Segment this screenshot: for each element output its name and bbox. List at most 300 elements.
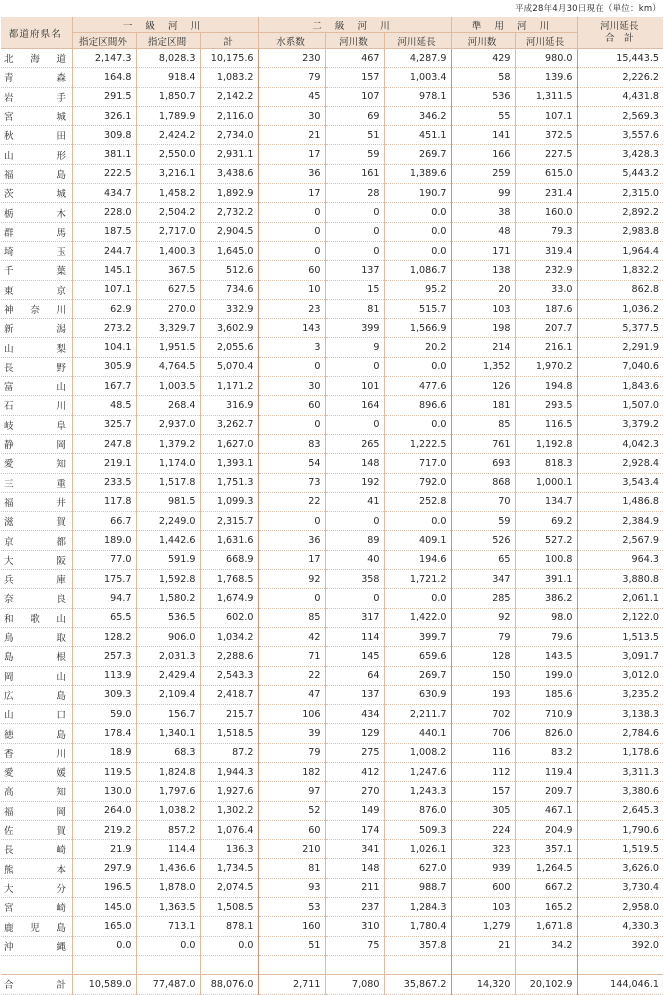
value-cell: 54 (258, 454, 325, 473)
value-cell: 412 (325, 762, 384, 781)
prefecture-char: 山 (4, 150, 14, 162)
value-cell: 8,028.3 (136, 49, 200, 68)
value-cell: 2,717.0 (136, 222, 200, 241)
prefecture-char: 媛 (56, 768, 66, 780)
value-cell: 227.5 (515, 145, 577, 164)
prefecture-label (4, 534, 66, 548)
value-cell: 244.7 (72, 241, 136, 260)
value-cell: 1,352 (451, 357, 515, 376)
prefecture-label (4, 881, 66, 895)
value-cell: 59 (325, 145, 384, 164)
prefecture-name (1, 627, 72, 646)
value-cell: 233.5 (72, 473, 136, 492)
prefecture-label (4, 842, 66, 856)
value-cell: 273.2 (72, 319, 136, 338)
table-row (1, 280, 663, 299)
value-cell: 325.7 (72, 415, 136, 434)
prefecture-name (1, 377, 72, 396)
prefecture-char: 香 (4, 748, 14, 760)
table-row (1, 666, 663, 685)
value-cell: 3,329.7 (136, 319, 200, 338)
value-cell: 477.6 (384, 377, 451, 396)
value-cell: 141 (451, 126, 515, 145)
value-cell: 257.3 (72, 647, 136, 666)
value-cell: 3,557.6 (577, 126, 663, 145)
prefecture-label (4, 398, 66, 412)
table-row (1, 627, 663, 646)
table-row (1, 473, 663, 492)
value-cell: 2,928.4 (577, 454, 663, 473)
value-cell: 429 (451, 49, 515, 68)
prefecture-char: 城 (56, 112, 66, 124)
empty-cell (72, 955, 136, 974)
prefecture-label (4, 360, 66, 374)
value-cell: 0.0 (384, 222, 451, 241)
prefecture-name (1, 705, 72, 724)
prefecture-char: 島 (56, 729, 66, 741)
value-cell: 2,424.2 (136, 126, 200, 145)
prefecture-char: 知 (56, 459, 66, 471)
prefecture-char: 栃 (4, 208, 14, 220)
value-cell: 2,116.0 (200, 106, 258, 125)
prefecture-char: 長 (4, 362, 14, 374)
value-cell: 358 (325, 570, 384, 589)
value-cell: 55 (451, 106, 515, 125)
prefecture-label (4, 283, 66, 297)
table-row (1, 377, 663, 396)
value-cell: 10,589.0 (72, 975, 136, 994)
value-cell: 10 (258, 280, 325, 299)
prefecture-label (4, 649, 66, 663)
prefecture-char: 川 (56, 401, 66, 413)
spacer-row (1, 955, 663, 974)
prefecture-label (4, 862, 66, 876)
prefecture-label (4, 495, 66, 509)
empty-cell (200, 955, 258, 974)
value-cell: 215.7 (200, 705, 258, 724)
value-cell: 3,262.7 (200, 415, 258, 434)
table-row (1, 222, 663, 241)
prefecture-name (1, 801, 72, 820)
value-cell: 51 (258, 936, 325, 955)
value-cell: 38 (451, 203, 515, 222)
prefecture-name (1, 666, 72, 685)
prefecture-char: 井 (56, 497, 66, 509)
value-cell: 1,566.9 (384, 319, 451, 338)
value-cell: 1,243.3 (384, 782, 451, 801)
value-cell: 116 (451, 743, 515, 762)
prefecture-char: 木 (56, 208, 66, 220)
value-cell: 65 (451, 550, 515, 569)
table-row (1, 782, 663, 801)
value-cell: 939 (451, 859, 515, 878)
prefecture-char: 千 (4, 266, 14, 278)
prefecture-char: 計 (56, 980, 66, 992)
value-cell: 92 (258, 570, 325, 589)
value-cell: 2,429.4 (136, 666, 200, 685)
value-cell: 17 (258, 550, 325, 569)
value-cell: 906.0 (136, 627, 200, 646)
value-cell: 667.2 (515, 878, 577, 897)
prefecture-char: 和 (4, 613, 14, 625)
value-cell: 136.3 (200, 840, 258, 859)
value-cell: 1,671.8 (515, 917, 577, 936)
prefecture-char: 愛 (4, 459, 14, 471)
value-cell: 536 (451, 87, 515, 106)
value-cell: 113.9 (72, 666, 136, 685)
value-cell: 3,216.1 (136, 164, 200, 183)
value-cell: 210 (258, 840, 325, 859)
value-cell: 58 (451, 68, 515, 87)
value-cell: 734.6 (200, 280, 258, 299)
empty-cell (325, 955, 384, 974)
value-cell: 171 (451, 241, 515, 260)
value-cell: 95.2 (384, 280, 451, 299)
value-cell: 4,042.3 (577, 434, 663, 453)
table-row (1, 68, 663, 87)
value-cell: 1,034.2 (200, 627, 258, 646)
prefecture-char: 岩 (4, 92, 14, 104)
value-cell: 160 (258, 917, 325, 936)
value-cell: 209.7 (515, 782, 577, 801)
value-cell: 536.5 (136, 608, 200, 627)
value-cell: 1,580.2 (136, 589, 200, 608)
table-row (1, 338, 663, 357)
value-cell: 1,171.2 (200, 377, 258, 396)
value-cell: 194.6 (384, 550, 451, 569)
value-cell: 1,178.6 (577, 743, 663, 762)
value-cell: 207.7 (515, 319, 577, 338)
prefecture-char: 都 (56, 536, 66, 548)
value-cell: 165.0 (72, 917, 136, 936)
value-cell: 126 (451, 377, 515, 396)
value-cell: 161 (325, 164, 384, 183)
value-cell: 165.2 (515, 898, 577, 917)
value-cell: 0.0 (384, 415, 451, 434)
value-cell: 275 (325, 743, 384, 762)
prefecture-name (1, 917, 72, 936)
value-cell: 51 (325, 126, 384, 145)
table-row (1, 492, 663, 511)
prefecture-name (1, 357, 72, 376)
value-cell: 896.6 (384, 396, 451, 415)
value-cell: 88,076.0 (200, 975, 258, 994)
value-cell: 515.7 (384, 299, 451, 318)
value-cell: 2,061.1 (577, 589, 663, 608)
value-cell: 1,222.5 (384, 434, 451, 453)
value-cell: 2,904.5 (200, 222, 258, 241)
value-cell: 309.8 (72, 126, 136, 145)
prefecture-char: 岐 (4, 420, 14, 432)
value-cell: 0 (325, 222, 384, 241)
value-cell: 1,436.6 (136, 859, 200, 878)
value-cell: 1,892.9 (200, 184, 258, 203)
value-cell: 1,000.1 (515, 473, 577, 492)
value-cell: 198 (451, 319, 515, 338)
prefecture-char: 川 (56, 305, 66, 316)
prefecture-label (4, 591, 66, 605)
prefecture-label (4, 939, 66, 953)
header-sub-total: 計 (200, 33, 258, 49)
prefecture-char: 静 (4, 440, 14, 452)
value-cell: 0 (325, 589, 384, 608)
value-cell: 1,513.5 (577, 627, 663, 646)
value-cell: 270.0 (136, 299, 200, 318)
value-cell: 3,138.3 (577, 705, 663, 724)
value-cell: 0 (325, 415, 384, 434)
value-cell: 107.1 (515, 106, 577, 125)
value-cell: 2,983.8 (577, 222, 663, 241)
value-cell: 1,780.4 (384, 917, 451, 936)
value-cell: 615.0 (515, 164, 577, 183)
value-cell: 10,175.6 (200, 49, 258, 68)
prefecture-char: 歌 (30, 613, 40, 625)
value-cell: 717.0 (384, 454, 451, 473)
value-cell: 1,340.1 (136, 724, 200, 743)
prefecture-name (1, 878, 72, 897)
prefecture-label (4, 186, 66, 200)
value-cell: 1,003.4 (384, 68, 451, 87)
prefecture-char: 沖 (4, 941, 14, 953)
value-cell: 199.0 (515, 666, 577, 685)
table-row (1, 261, 663, 280)
value-cell: 2,211.7 (384, 705, 451, 724)
table-row (1, 164, 663, 183)
prefecture-char: 山 (4, 343, 14, 355)
value-cell: 4,764.5 (136, 357, 200, 376)
prefecture-char: 山 (4, 710, 14, 722)
value-cell: 2,784.6 (577, 724, 663, 743)
prefecture-name (1, 531, 72, 550)
header-quasi: 準 用 河 川 (451, 17, 577, 33)
value-cell: 347 (451, 570, 515, 589)
value-cell: 2,291.9 (577, 338, 663, 357)
header-prefecture: 都道府県名 (1, 17, 72, 49)
value-cell: 2,958.0 (577, 898, 663, 917)
table-row (1, 203, 663, 222)
prefecture-char: 島 (56, 690, 66, 702)
prefecture-char: 京 (56, 285, 66, 297)
value-cell: 23 (258, 299, 325, 318)
value-cell: 59 (451, 512, 515, 531)
value-cell: 451.1 (384, 126, 451, 145)
value-cell: 164.8 (72, 68, 136, 87)
prefecture-char: 福 (4, 806, 14, 818)
value-cell: 174 (325, 820, 384, 839)
prefecture-char: 合 (4, 980, 14, 992)
value-cell: 187.6 (515, 299, 577, 318)
value-cell: 1,284.3 (384, 898, 451, 917)
prefecture-label (4, 109, 66, 123)
prefecture-name (1, 570, 72, 589)
value-cell: 21.9 (72, 840, 136, 859)
value-cell: 2,249.0 (136, 512, 200, 531)
value-cell: 33.0 (515, 280, 577, 299)
value-cell: 216.1 (515, 338, 577, 357)
value-cell: 107 (325, 87, 384, 106)
table-row (1, 415, 663, 434)
value-cell: 3,012.0 (577, 666, 663, 685)
value-cell: 3,428.3 (577, 145, 663, 164)
prefecture-label (4, 553, 66, 567)
value-cell: 1,264.5 (515, 859, 577, 878)
prefecture-name (1, 434, 72, 453)
value-cell: 1,311.5 (515, 87, 577, 106)
value-cell: 3 (258, 338, 325, 357)
value-cell: 264.0 (72, 801, 136, 820)
value-cell: 18.9 (72, 743, 136, 762)
value-cell: 1,400.3 (136, 241, 200, 260)
value-cell: 440.1 (384, 724, 451, 743)
value-cell: 878.1 (200, 917, 258, 936)
value-cell: 157 (451, 782, 515, 801)
prefecture-label (4, 418, 66, 432)
empty-cell (384, 955, 451, 974)
value-cell: 150 (451, 666, 515, 685)
value-cell: 332.9 (200, 299, 258, 318)
prefecture-name (1, 724, 72, 743)
value-cell: 7,080 (325, 975, 384, 994)
prefecture-char: 福 (4, 497, 14, 509)
value-cell: 434.7 (72, 184, 136, 203)
value-cell: 341 (325, 840, 384, 859)
date-unit-note: 平成28年4月30日現在（単位：km） (514, 4, 661, 14)
value-cell: 222.5 (72, 164, 136, 183)
value-cell: 87.2 (200, 743, 258, 762)
prefecture-name (1, 975, 72, 994)
prefecture-char: 潟 (56, 324, 66, 336)
value-cell: 1,038.2 (136, 801, 200, 820)
table-row (1, 145, 663, 164)
value-cell: 291.5 (72, 87, 136, 106)
value-cell: 189.0 (72, 531, 136, 550)
value-cell: 69.2 (515, 512, 577, 531)
value-cell: 0.0 (200, 936, 258, 955)
value-cell: 107.1 (72, 280, 136, 299)
value-cell: 269.7 (384, 666, 451, 685)
value-cell: 1,083.2 (200, 68, 258, 87)
value-cell: 92 (451, 608, 515, 627)
value-cell: 1,970.2 (515, 357, 577, 376)
value-cell: 36 (258, 531, 325, 550)
table-row (1, 820, 663, 839)
prefecture-label (4, 823, 66, 837)
value-cell: 527.2 (515, 531, 577, 550)
value-cell: 2,569.3 (577, 106, 663, 125)
prefecture-char: 海 (30, 54, 40, 66)
value-cell: 204.9 (515, 820, 577, 839)
prefecture-char: 玉 (56, 247, 66, 259)
value-cell: 143 (258, 319, 325, 338)
table-row (1, 898, 663, 917)
value-cell: 119.4 (515, 762, 577, 781)
value-cell: 2,055.6 (200, 338, 258, 357)
value-cell: 1,302.2 (200, 801, 258, 820)
prefecture-char: 梨 (56, 343, 66, 355)
value-cell: 0 (258, 241, 325, 260)
value-cell: 114.4 (136, 840, 200, 859)
value-cell: 103 (451, 299, 515, 318)
value-cell: 270 (325, 782, 384, 801)
value-cell: 0 (325, 512, 384, 531)
prefecture-char: 知 (56, 787, 66, 799)
value-cell: 265 (325, 434, 384, 453)
value-cell: 1,076.4 (200, 820, 258, 839)
value-cell: 190.7 (384, 184, 451, 203)
value-cell: 1,363.5 (136, 898, 200, 917)
value-cell: 30 (258, 377, 325, 396)
value-cell: 60 (258, 261, 325, 280)
value-cell: 89 (325, 531, 384, 550)
table-row (1, 570, 663, 589)
value-cell: 1,519.5 (577, 840, 663, 859)
river-length-table (1, 17, 663, 995)
value-cell: 228.0 (72, 203, 136, 222)
table-row (1, 106, 663, 125)
prefecture-char: 島 (56, 922, 66, 934)
value-cell: 52 (258, 801, 325, 820)
value-cell: 232.9 (515, 261, 577, 280)
prefecture-char: 野 (56, 362, 66, 374)
value-cell: 600 (451, 878, 515, 897)
header-sub-length: 河川延長 (384, 33, 451, 49)
value-cell: 15,443.5 (577, 49, 663, 68)
value-cell: 211 (325, 878, 384, 897)
value-cell: 137 (325, 685, 384, 704)
value-cell: 1,486.8 (577, 492, 663, 511)
prefecture-name (1, 319, 72, 338)
value-cell: 219.1 (72, 454, 136, 473)
value-cell: 1,592.8 (136, 570, 200, 589)
value-cell: 167.7 (72, 377, 136, 396)
value-cell: 1,517.8 (136, 473, 200, 492)
value-cell: 1,508.5 (200, 898, 258, 917)
prefecture-char: 岡 (56, 806, 66, 818)
value-cell: 60 (258, 396, 325, 415)
value-cell: 36 (258, 164, 325, 183)
value-cell: 1,008.2 (384, 743, 451, 762)
prefecture-name (1, 164, 72, 183)
value-cell: 34.2 (515, 936, 577, 955)
prefecture-name (1, 782, 72, 801)
value-cell: 1,951.5 (136, 338, 200, 357)
prefecture-char: 馬 (56, 227, 66, 239)
value-cell: 1,797.6 (136, 782, 200, 801)
prefecture-char: 広 (4, 690, 14, 702)
value-cell: 1,458.2 (136, 184, 200, 203)
value-cell: 305.9 (72, 357, 136, 376)
value-cell: 0 (258, 512, 325, 531)
prefecture-char: 手 (56, 92, 66, 104)
prefecture-name (1, 261, 72, 280)
value-cell: 1,789.9 (136, 106, 200, 125)
value-cell: 1,442.6 (136, 531, 200, 550)
table-row (1, 801, 663, 820)
value-cell: 69 (325, 106, 384, 125)
value-cell: 83 (258, 434, 325, 453)
table-row (1, 878, 663, 897)
value-cell: 1,751.3 (200, 473, 258, 492)
header-total (577, 17, 663, 49)
value-cell: 1,850.7 (136, 87, 200, 106)
value-cell: 187.5 (72, 222, 136, 241)
prefecture-label (4, 784, 66, 798)
table-row (1, 454, 663, 473)
value-cell: 386.2 (515, 589, 577, 608)
value-cell: 1,086.7 (384, 261, 451, 280)
prefecture-label (4, 379, 66, 393)
value-cell: 3,602.9 (200, 319, 258, 338)
